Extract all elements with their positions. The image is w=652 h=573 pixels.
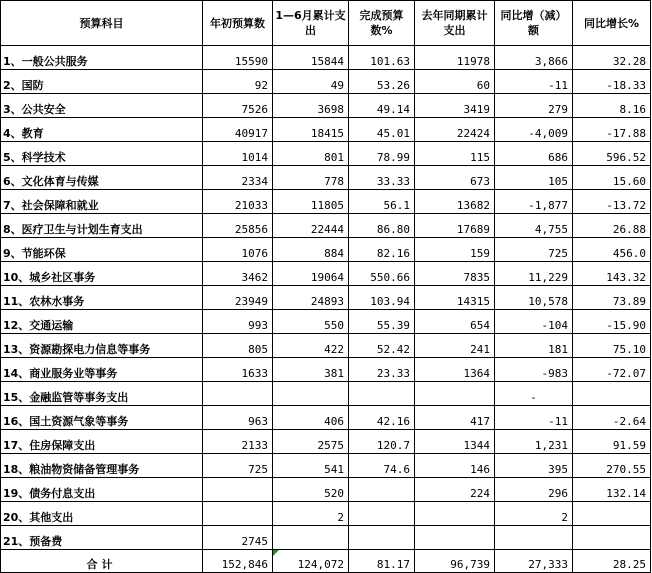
spent-cell[interactable]: 2 bbox=[273, 502, 349, 526]
change-amount-cell[interactable]: 2 bbox=[495, 502, 573, 526]
item-name-cell[interactable]: 4、教育 bbox=[1, 118, 203, 142]
completion-pct-cell[interactable] bbox=[349, 382, 415, 406]
total-change-cell[interactable]: 27,333 bbox=[495, 550, 573, 573]
table-row bbox=[1, 382, 651, 406]
budget-cell[interactable]: 92 bbox=[203, 70, 273, 94]
spent-cell[interactable]: 422 bbox=[273, 334, 349, 358]
budget-cell[interactable]: 963 bbox=[203, 406, 273, 430]
header-cell[interactable]: 年初预算数 bbox=[203, 1, 273, 46]
header-cell[interactable]: 同比增长% bbox=[573, 1, 651, 46]
spent-cell[interactable]: 406 bbox=[273, 406, 349, 430]
growth-pct-cell[interactable]: 73.89 bbox=[573, 286, 651, 310]
completion-pct-cell[interactable] bbox=[349, 526, 415, 550]
growth-pct-cell[interactable]: 270.55 bbox=[573, 454, 651, 478]
budget-cell[interactable] bbox=[203, 478, 273, 502]
spent-cell[interactable]: 801 bbox=[273, 142, 349, 166]
total-pct-cell[interactable]: 81.17 bbox=[349, 550, 415, 573]
change-amount-cell[interactable]: 725 bbox=[495, 238, 573, 262]
spent-cell[interactable]: 24893 bbox=[273, 286, 349, 310]
table-row bbox=[1, 286, 651, 310]
change-amount-cell[interactable]: 105 bbox=[495, 166, 573, 190]
completion-pct-cell[interactable]: 101.63 bbox=[349, 46, 415, 70]
budget-cell[interactable]: 1633 bbox=[203, 358, 273, 382]
header-cell[interactable]: 完成预算数% bbox=[349, 1, 415, 46]
budget-cell[interactable]: 2745 bbox=[203, 526, 273, 550]
spent-cell[interactable]: 381 bbox=[273, 358, 349, 382]
total-growth-cell[interactable]: 28.25 bbox=[573, 550, 651, 573]
growth-pct-cell[interactable]: -17.88 bbox=[573, 118, 651, 142]
growth-pct-cell[interactable]: 75.10 bbox=[573, 334, 651, 358]
change-amount-cell[interactable]: 1,231 bbox=[495, 430, 573, 454]
last-year-cell[interactable]: 11978 bbox=[415, 46, 495, 70]
spent-cell[interactable] bbox=[273, 382, 349, 406]
last-year-cell[interactable]: 60 bbox=[415, 70, 495, 94]
table-row bbox=[1, 262, 651, 286]
budget-cell[interactable] bbox=[203, 502, 273, 526]
item-name-cell[interactable]: 9、节能环保 bbox=[1, 238, 203, 262]
change-amount-cell[interactable]: -104 bbox=[495, 310, 573, 334]
spent-cell[interactable]: 22444 bbox=[273, 214, 349, 238]
header-cell[interactable]: 同比增（减）额 bbox=[495, 1, 573, 46]
item-name-cell[interactable]: 1、一般公共服务 bbox=[1, 46, 203, 70]
budget-cell[interactable]: 23949 bbox=[203, 286, 273, 310]
completion-pct-cell[interactable]: 82.16 bbox=[349, 238, 415, 262]
spent-cell[interactable]: 541 bbox=[273, 454, 349, 478]
last-year-cell[interactable]: 14315 bbox=[415, 286, 495, 310]
last-year-cell[interactable]: 22424 bbox=[415, 118, 495, 142]
spent-cell[interactable]: 11805 bbox=[273, 190, 349, 214]
spent-cell[interactable]: 19064 bbox=[273, 262, 349, 286]
last-year-cell[interactable]: 1364 bbox=[415, 358, 495, 382]
item-name-cell[interactable]: 6、文化体育与传媒 bbox=[1, 166, 203, 190]
table-row bbox=[1, 142, 651, 166]
item-name-cell[interactable]: 21、预备费 bbox=[1, 526, 203, 550]
completion-pct-cell[interactable]: 42.16 bbox=[349, 406, 415, 430]
growth-pct-cell[interactable]: 143.32 bbox=[573, 262, 651, 286]
last-year-cell[interactable]: 673 bbox=[415, 166, 495, 190]
change-amount-cell[interactable] bbox=[495, 526, 573, 550]
header-row bbox=[1, 1, 651, 46]
budget-cell[interactable]: 2133 bbox=[203, 430, 273, 454]
header-cell[interactable]: 预算科目 bbox=[1, 1, 203, 46]
spent-cell[interactable] bbox=[273, 526, 349, 550]
last-year-cell[interactable] bbox=[415, 382, 495, 406]
table-row bbox=[1, 166, 651, 190]
completion-pct-cell[interactable]: 49.14 bbox=[349, 94, 415, 118]
last-year-cell[interactable]: 3419 bbox=[415, 94, 495, 118]
budget-cell[interactable]: 993 bbox=[203, 310, 273, 334]
spent-cell[interactable]: 884 bbox=[273, 238, 349, 262]
change-amount-cell[interactable]: - bbox=[495, 382, 573, 406]
spent-cell[interactable]: 15844 bbox=[273, 46, 349, 70]
spent-cell[interactable]: 550 bbox=[273, 310, 349, 334]
completion-pct-cell[interactable]: 33.33 bbox=[349, 166, 415, 190]
change-amount-cell[interactable]: 279 bbox=[495, 94, 573, 118]
table-row bbox=[1, 478, 651, 502]
growth-pct-cell[interactable]: -15.90 bbox=[573, 310, 651, 334]
budget-cell[interactable]: 805 bbox=[203, 334, 273, 358]
last-year-cell[interactable]: 417 bbox=[415, 406, 495, 430]
change-amount-cell[interactable]: 395 bbox=[495, 454, 573, 478]
change-amount-cell[interactable]: -4,009 bbox=[495, 118, 573, 142]
spent-cell[interactable]: 3698 bbox=[273, 94, 349, 118]
change-amount-cell[interactable]: 4,755 bbox=[495, 214, 573, 238]
spent-cell[interactable]: 778 bbox=[273, 166, 349, 190]
table-row bbox=[1, 334, 651, 358]
last-year-cell[interactable] bbox=[415, 502, 495, 526]
spent-cell[interactable]: 2575 bbox=[273, 430, 349, 454]
completion-pct-cell[interactable]: 103.94 bbox=[349, 286, 415, 310]
header-cell[interactable]: 去年同期累计支出 bbox=[415, 1, 495, 46]
budget-cell[interactable]: 40917 bbox=[203, 118, 273, 142]
item-name-cell[interactable]: 19、债务付息支出 bbox=[1, 478, 203, 502]
last-year-cell[interactable]: 224 bbox=[415, 478, 495, 502]
completion-pct-cell[interactable]: 45.01 bbox=[349, 118, 415, 142]
last-year-cell[interactable]: 654 bbox=[415, 310, 495, 334]
budget-cell[interactable]: 7526 bbox=[203, 94, 273, 118]
last-year-cell[interactable] bbox=[415, 526, 495, 550]
completion-pct-cell[interactable]: 23.33 bbox=[349, 358, 415, 382]
total-last-cell[interactable]: 96,739 bbox=[415, 550, 495, 573]
completion-pct-cell[interactable] bbox=[349, 478, 415, 502]
budget-cell[interactable]: 21033 bbox=[203, 190, 273, 214]
table-row bbox=[1, 526, 651, 550]
table-row bbox=[1, 238, 651, 262]
budget-cell[interactable]: 2334 bbox=[203, 166, 273, 190]
total-label-cell[interactable]: 合计 bbox=[1, 550, 203, 573]
table-row bbox=[1, 454, 651, 478]
budget-cell[interactable]: 25856 bbox=[203, 214, 273, 238]
table-row bbox=[1, 46, 651, 70]
change-amount-cell[interactable]: -11 bbox=[495, 406, 573, 430]
growth-pct-cell[interactable] bbox=[573, 526, 651, 550]
last-year-cell[interactable]: 115 bbox=[415, 142, 495, 166]
budget-cell[interactable] bbox=[203, 382, 273, 406]
table-row bbox=[1, 502, 651, 526]
completion-pct-cell[interactable] bbox=[349, 502, 415, 526]
total-budget-cell[interactable]: 152,846 bbox=[203, 550, 273, 573]
table-row bbox=[1, 190, 651, 214]
completion-pct-cell[interactable]: 550.66 bbox=[349, 262, 415, 286]
table-row bbox=[1, 358, 651, 382]
table-row bbox=[1, 430, 651, 454]
item-name-cell[interactable]: 10、城乡社区事务 bbox=[1, 262, 203, 286]
table-row bbox=[1, 406, 651, 430]
budget-cell[interactable]: 1076 bbox=[203, 238, 273, 262]
growth-pct-cell[interactable]: -2.64 bbox=[573, 406, 651, 430]
total-spent-cell[interactable]: 124,072 bbox=[273, 550, 349, 573]
completion-pct-cell[interactable]: 53.26 bbox=[349, 70, 415, 94]
last-year-cell[interactable]: 159 bbox=[415, 238, 495, 262]
item-name-cell[interactable]: 15、金融监管等事务支出 bbox=[1, 382, 203, 406]
change-amount-cell[interactable]: 11,229 bbox=[495, 262, 573, 286]
change-amount-cell[interactable]: -11 bbox=[495, 70, 573, 94]
growth-pct-cell[interactable]: 596.52 bbox=[573, 142, 651, 166]
growth-pct-cell[interactable]: 15.60 bbox=[573, 166, 651, 190]
growth-pct-cell[interactable] bbox=[573, 502, 651, 526]
growth-pct-cell[interactable]: 32.28 bbox=[573, 46, 651, 70]
change-amount-cell[interactable]: 181 bbox=[495, 334, 573, 358]
item-name-cell[interactable]: 5、科学技术 bbox=[1, 142, 203, 166]
last-year-cell[interactable]: 7835 bbox=[415, 262, 495, 286]
table-row bbox=[1, 118, 651, 142]
completion-pct-cell[interactable]: 56.1 bbox=[349, 190, 415, 214]
header-cell[interactable]: 1—6月累计支出 bbox=[273, 1, 349, 46]
change-amount-cell[interactable]: 686 bbox=[495, 142, 573, 166]
last-year-cell[interactable]: 1344 bbox=[415, 430, 495, 454]
last-year-cell[interactable]: 17689 bbox=[415, 214, 495, 238]
item-name-cell[interactable]: 20、其他支出 bbox=[1, 502, 203, 526]
growth-pct-cell[interactable] bbox=[573, 382, 651, 406]
item-name-cell[interactable]: 8、医疗卫生与计划生育支出 bbox=[1, 214, 203, 238]
change-amount-cell[interactable]: -983 bbox=[495, 358, 573, 382]
budget-cell[interactable]: 3462 bbox=[203, 262, 273, 286]
growth-pct-cell[interactable]: 456.0 bbox=[573, 238, 651, 262]
item-name-cell[interactable]: 12、交通运输 bbox=[1, 310, 203, 334]
growth-pct-cell[interactable]: 8.16 bbox=[573, 94, 651, 118]
growth-pct-cell[interactable]: -72.07 bbox=[573, 358, 651, 382]
spent-cell[interactable]: 49 bbox=[273, 70, 349, 94]
change-amount-cell[interactable]: -1,877 bbox=[495, 190, 573, 214]
completion-pct-cell[interactable]: 120.7 bbox=[349, 430, 415, 454]
item-name-cell[interactable]: 18、粮油物资储备管理事务 bbox=[1, 454, 203, 478]
table-row bbox=[1, 70, 651, 94]
budget-cell[interactable]: 15590 bbox=[203, 46, 273, 70]
change-amount-cell[interactable]: 3,866 bbox=[495, 46, 573, 70]
growth-pct-cell[interactable]: 91.59 bbox=[573, 430, 651, 454]
budget-cell[interactable]: 725 bbox=[203, 454, 273, 478]
growth-pct-cell[interactable]: -18.33 bbox=[573, 70, 651, 94]
item-name-cell[interactable]: 17、住房保障支出 bbox=[1, 430, 203, 454]
last-year-cell[interactable]: 241 bbox=[415, 334, 495, 358]
spent-cell[interactable]: 520 bbox=[273, 478, 349, 502]
growth-pct-cell[interactable]: 26.88 bbox=[573, 214, 651, 238]
item-name-cell[interactable]: 16、国土资源气象等事务 bbox=[1, 406, 203, 430]
item-name-cell[interactable]: 7、社会保障和就业 bbox=[1, 190, 203, 214]
table-row bbox=[1, 310, 651, 334]
table-row bbox=[1, 94, 651, 118]
completion-pct-cell[interactable]: 52.42 bbox=[349, 334, 415, 358]
total-row bbox=[1, 550, 651, 573]
change-amount-cell[interactable]: 10,578 bbox=[495, 286, 573, 310]
last-year-cell[interactable]: 13682 bbox=[415, 190, 495, 214]
item-name-cell[interactable]: 14、商业服务业等事务 bbox=[1, 358, 203, 382]
item-name-cell[interactable]: 11、农林水事务 bbox=[1, 286, 203, 310]
last-year-cell[interactable]: 146 bbox=[415, 454, 495, 478]
item-name-cell[interactable]: 2、国防 bbox=[1, 70, 203, 94]
table-row bbox=[1, 214, 651, 238]
completion-pct-cell[interactable]: 74.6 bbox=[349, 454, 415, 478]
growth-pct-cell[interactable]: -13.72 bbox=[573, 190, 651, 214]
budget-cell[interactable]: 1014 bbox=[203, 142, 273, 166]
item-name-cell[interactable]: 13、资源勘探电力信息等事务 bbox=[1, 334, 203, 358]
completion-pct-cell[interactable]: 86.80 bbox=[349, 214, 415, 238]
change-amount-cell[interactable]: 296 bbox=[495, 478, 573, 502]
completion-pct-cell[interactable]: 55.39 bbox=[349, 310, 415, 334]
growth-pct-cell[interactable]: 132.14 bbox=[573, 478, 651, 502]
spent-cell[interactable]: 18415 bbox=[273, 118, 349, 142]
completion-pct-cell[interactable]: 78.99 bbox=[349, 142, 415, 166]
item-name-cell[interactable]: 3、公共安全 bbox=[1, 94, 203, 118]
